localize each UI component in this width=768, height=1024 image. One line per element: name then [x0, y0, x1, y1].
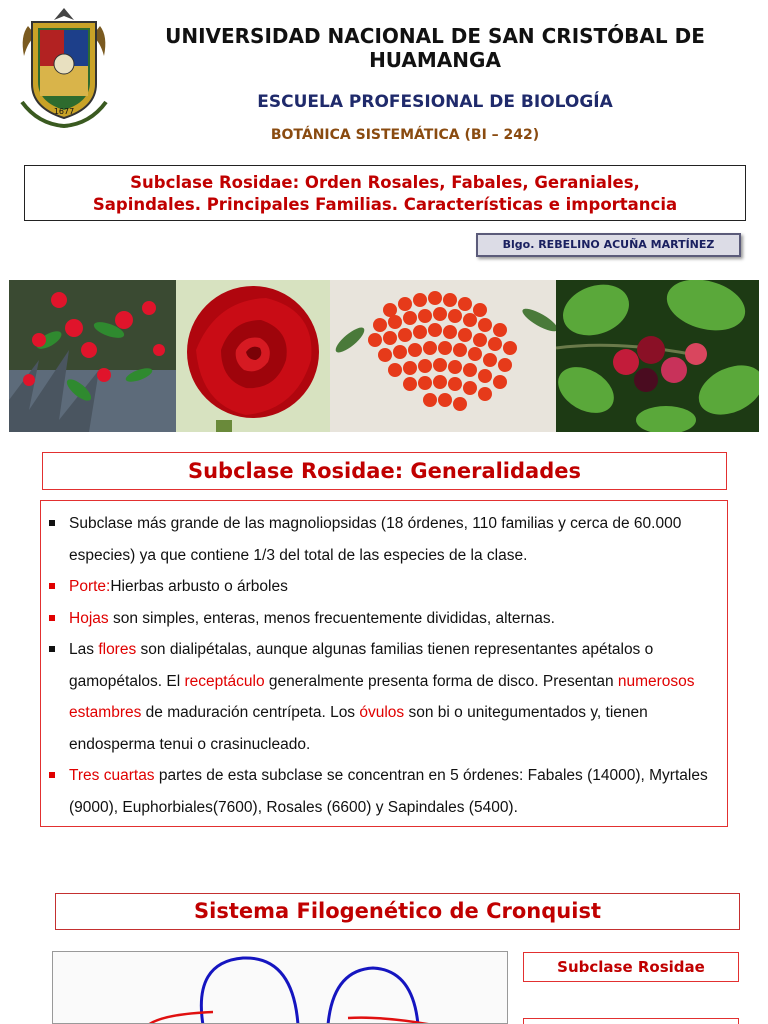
cronquist-diagram	[52, 951, 508, 1024]
generalidades-content	[40, 500, 728, 827]
university-crest	[18, 6, 110, 130]
bullet-text: Hierbas arbusto o árboles	[110, 578, 288, 595]
bullet-item	[55, 634, 717, 760]
university-name: UNIVERSIDAD NACIONAL DE SAN CRISTÓBAL DE HUAMANGA	[165, 24, 705, 72]
diagram-label-box	[523, 1018, 739, 1024]
bullet-keyword: Tres cuartas	[69, 767, 155, 784]
photo-red-rose	[176, 280, 330, 432]
bullet-text: generalmente presenta forma de disco. Presentan	[264, 672, 618, 690]
bullet-text: son bi o unitegumentados y, tienen endosperma tenui o crasinucleado.	[69, 704, 648, 753]
topic-line-1: Subclase Rosidae: Orden Rosales, Fabales, Geraniales,	[130, 173, 640, 192]
photo-strip	[9, 280, 759, 432]
bullet-keyword: Porte:	[69, 578, 111, 595]
course-name: BOTÁNICA SISTEMÁTICA (BI – 242)	[270, 127, 540, 143]
topic-line-2: Sapindales. Principales Familias. Características e importancia	[92, 195, 678, 214]
bullet-text: son simples, enteras, menos frecuentemente divididas, alternas.	[108, 609, 555, 627]
bullet-text: Las	[69, 641, 99, 658]
bullet-marker-icon	[49, 646, 55, 652]
photo-raspberry	[556, 280, 759, 432]
school-name: ESCUELA PROFESIONAL DE BIOLOGÍA	[257, 92, 613, 112]
bullet-marker-icon	[49, 583, 55, 589]
photo-crown-of-thorns	[9, 280, 176, 432]
bullet-text: partes de esta subclase se concentran en 5 órdenes: Fabales (14000), Myrtales (9000), Euphorbiales(7600), Rosales (6600) y Sapindales (5400).	[69, 767, 708, 816]
bullet-item	[55, 571, 717, 603]
bullet-keyword: óvulos	[359, 704, 405, 721]
cronquist-heading: Sistema Filogenético de Cronquist	[55, 893, 740, 930]
bullet-keyword: Hojas	[69, 609, 109, 627]
bullet-item	[55, 603, 717, 635]
bullet-marker-icon	[49, 615, 55, 621]
bullet-text: Subclase más grande de las magnoliopsidas (18 órdenes, 110 familias y cerca de 60.000 especies) ya que contiene 1/3 del total de las especies de la clase.	[69, 515, 682, 564]
bullet-keyword: numerosos estambres	[69, 672, 695, 721]
author-badge: Blgo. REBELINO ACUÑA MARTÍNEZ	[476, 233, 741, 257]
photo-rowan-berries	[330, 280, 556, 432]
bullet-item	[55, 760, 717, 823]
bullet-keyword: receptáculo	[184, 672, 265, 690]
bullet-marker-icon	[49, 520, 55, 526]
generalidades-heading: Subclase Rosidae: Generalidades	[42, 452, 727, 490]
bullet-item	[55, 508, 717, 571]
bullet-keyword: flores	[98, 641, 137, 658]
bullet-marker-icon	[49, 772, 55, 778]
bullet-text: son dialipétalas, aunque algunas familias tienen representantes apétalos o gamopétalos. El	[69, 641, 654, 690]
crest-year: 1677	[53, 107, 75, 116]
subclass-rosidae-label: Subclase Rosidae	[523, 952, 739, 982]
bullet-text: de maduración centrípeta. Los	[141, 704, 360, 721]
topic-title-box	[24, 165, 746, 221]
